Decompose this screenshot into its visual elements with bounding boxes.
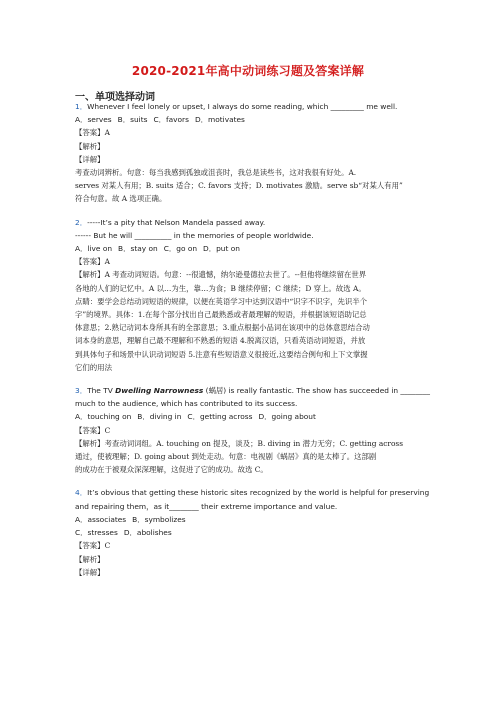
explanation-line: 它们的用法 — [75, 362, 112, 372]
question-stem-line2: ------ But he will __________ in the memories of people worldwide. — [75, 230, 314, 240]
question-1 — [75, 100, 427, 206]
explanation-line: serves 对某人有用；B. suits 适合；C. favors 支持；D. motivates 激励。serve sb“对某人有用” — [75, 181, 403, 191]
analysis-label: 【解析】 — [75, 554, 105, 564]
question-stem-line2: much to the audience, which has contributed to its success. — [75, 399, 298, 409]
option-d: D．put on — [203, 244, 240, 254]
option-b: B．stay on — [118, 244, 158, 254]
question-3 — [75, 384, 430, 476]
question-number: 1． — [75, 102, 88, 111]
question-stem: 1．Whenever I feel lonely or upset, I always do some reading, which _________ me well. — [75, 102, 398, 111]
options-row-1 — [75, 513, 427, 526]
option-d: D．abolishes — [123, 528, 172, 538]
answer-label: 【答案】C — [75, 425, 111, 435]
option-a: A．serves — [75, 115, 112, 125]
question-list — [75, 100, 430, 579]
question-stem: 3．The TV Dwelling Narrowness (蜗居) is really fantastic. The show has succeeded in ________ — [75, 386, 430, 396]
page-title: 2020-2021年高中动词练习题及答案详解 — [131, 64, 365, 78]
explanation-line: 的成功在于被观众深深理解，这促进了它的成功。故选 C。 — [75, 465, 268, 475]
explanation-line: 体意思；2.熟记动词本身所具有的全部意思；3.重点根据小品词在该项中的总体意思结合动 — [75, 323, 370, 333]
option-c: C．getting across — [187, 412, 253, 422]
option-c: C．favors — [153, 115, 189, 125]
section-heading: 一、单项选择动词 — [75, 92, 155, 103]
question-2 — [75, 216, 427, 374]
explanation-line: 考查动词辨析。句意：每当我感到孤独或沮丧时，我总是读些书，这对我很有好处。A. — [75, 168, 357, 178]
explanation-line: 通过，使被理解；D. going about 到处走动。句意：电视剧《蜗居》真的是太棒了。这部剧 — [75, 452, 377, 462]
answer-label: 【答案】A — [75, 128, 110, 138]
question-stem: 4．It’s obvious that getting these historic sites recognized by the world is helpful for preserving — [75, 488, 430, 498]
question-number: 2． — [75, 217, 88, 227]
options — [75, 113, 427, 126]
answer-label: 【答案】C — [75, 541, 111, 551]
tv-title: Dwelling Narrowness — [115, 386, 204, 396]
option-a: A．touching on — [75, 412, 132, 422]
question-stem-line2: and repairing them，as it________ their extreme importance and value. — [75, 501, 338, 511]
explanation-line: 点睛：要学会总结动词短语的规律，以便在英语学习中达到汉语中“识字不识字，先识半个 — [75, 296, 368, 306]
option-b: B．symbolizes — [132, 514, 186, 524]
explanation-line: 字”的境界。具体：1.在每个部分找出自己最熟悉或者最理解的短语，并根据该短语助记总 — [75, 310, 367, 320]
question-number: 4． — [75, 488, 88, 498]
option-d: D．motivates — [194, 115, 245, 125]
question-stem: 2．-----It’s a pity that Nelson Mandela passed away. — [75, 217, 266, 227]
explanation-line: 【解析】A 考查动词短语。句意：--很遗憾，纳尔逊曼德拉去世了。--但他将继续留在世界 — [75, 270, 367, 280]
option-c: C．stresses — [75, 528, 118, 538]
explanation-line: 【解析】考查动词词组。A. touching on 提及，谈及；B. diving in 潜力无穷；C. getting across — [75, 438, 404, 448]
analysis-label: 【解析】 — [75, 141, 105, 151]
question-number: 3． — [75, 386, 88, 396]
option-a: A．associates — [75, 514, 127, 524]
option-b: B．diving in — [137, 412, 182, 422]
options-row-2 — [75, 526, 427, 539]
option-c: C．go on — [163, 244, 198, 254]
explanation-line: 到具体句子和场景中认识动词短语 5.注意有些短语意义很接近,这要结合例句和上下文掌握 — [75, 349, 368, 359]
options — [75, 410, 427, 423]
option-b: B．suits — [117, 115, 148, 125]
explanation-line: 各地的人们的记忆中。A 以…为生，靠…为食；B 继续停留；C 继续；D 穿上。故选 A。 — [75, 283, 366, 293]
option-d: D．going about — [258, 412, 316, 422]
options — [75, 242, 427, 255]
explanation-line: 符合句意。故 A 选项正确。 — [75, 194, 167, 204]
detail-label: 【详解】 — [75, 154, 105, 164]
option-a: A．live on — [75, 244, 113, 254]
answer-label: 【答案】A — [75, 257, 110, 267]
detail-label: 【详解】 — [75, 567, 105, 577]
explanation-line: 词本身的意思，理解自己最不理解和不熟悉的短语 4.脱离汉语，只看英语动词短语，并放 — [75, 336, 366, 346]
question-4 — [75, 486, 430, 578]
